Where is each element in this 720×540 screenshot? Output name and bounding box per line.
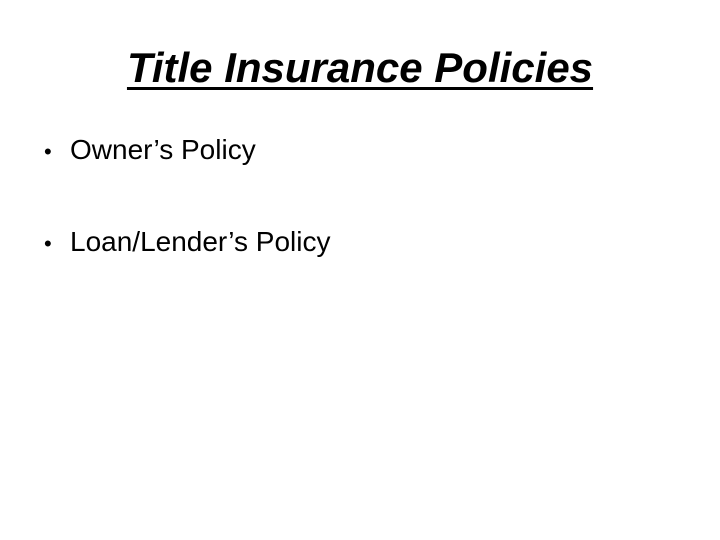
bullet-text: Loan/Lender’s Policy <box>70 226 331 257</box>
bullet-text: Owner’s Policy <box>70 134 256 165</box>
slide-title: Title Insurance Policies <box>126 44 594 91</box>
bullet-marker: • <box>44 231 52 256</box>
bullet-list <box>44 130 330 314</box>
bullet-item-lenders-policy <box>44 222 330 264</box>
bullet-marker: • <box>44 139 52 164</box>
bullet-item-owners-policy <box>44 130 330 172</box>
